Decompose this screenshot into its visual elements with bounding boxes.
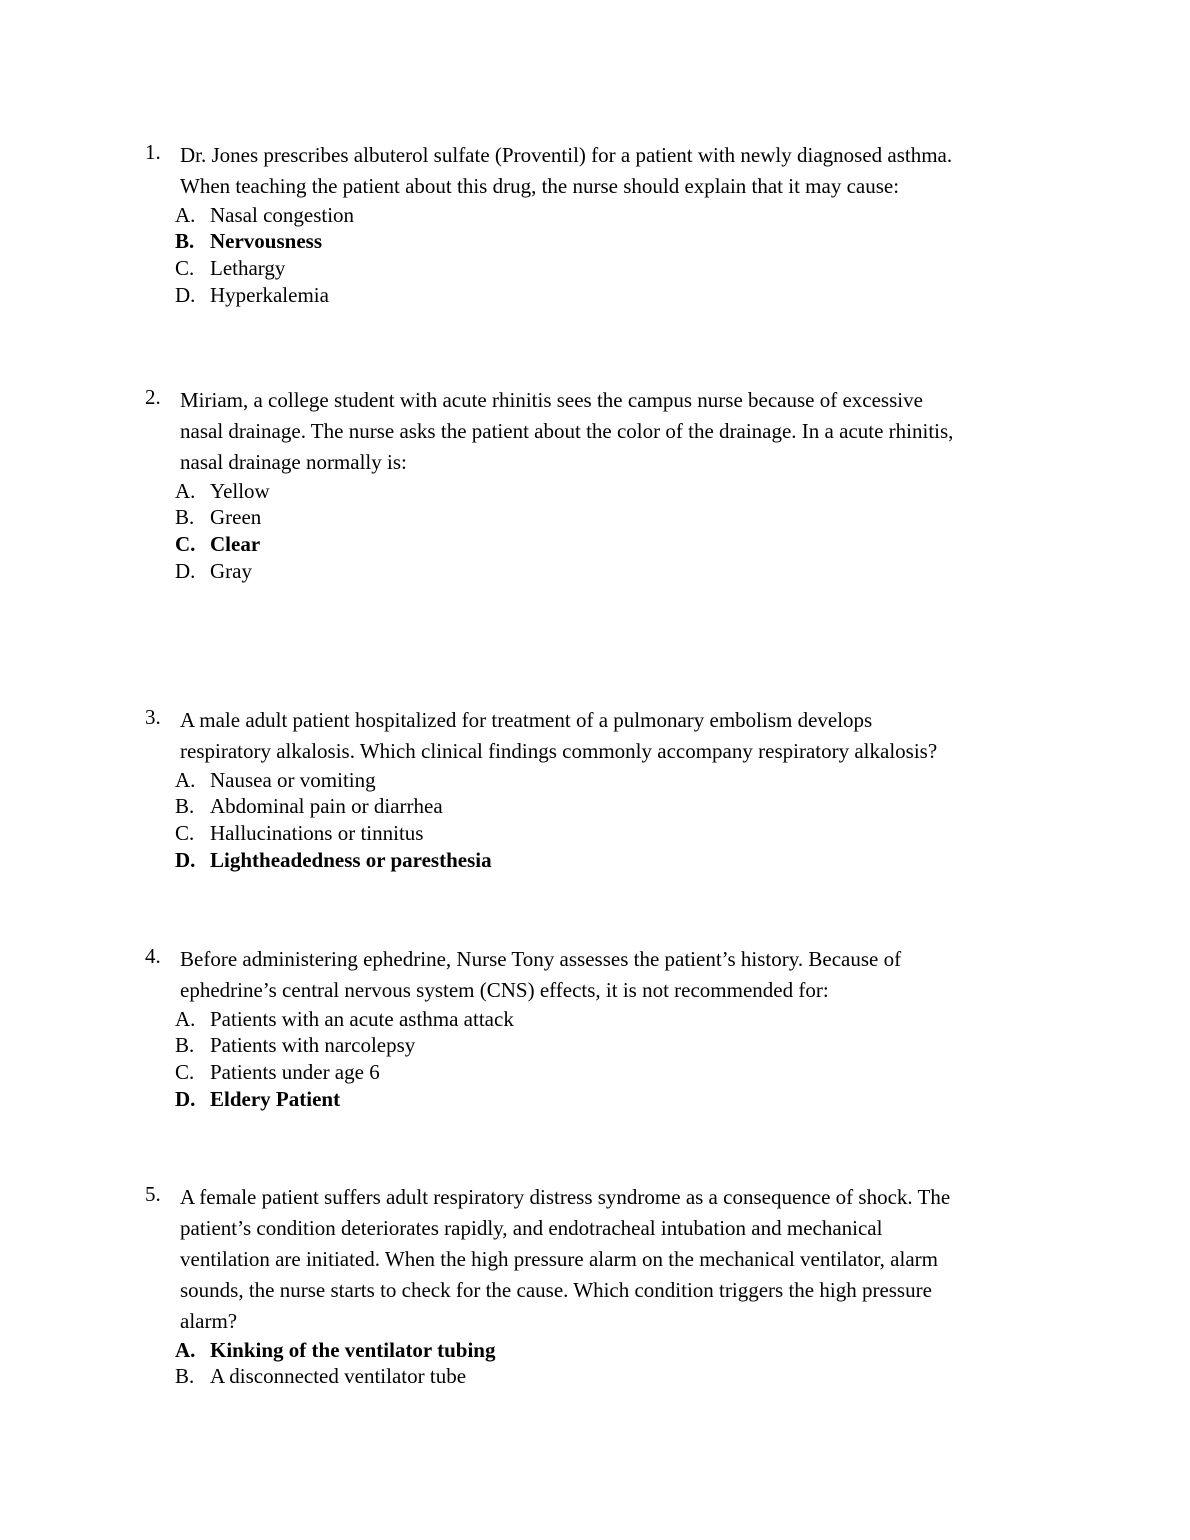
option-letter: D. [175, 282, 196, 307]
answer-option [145, 504, 1045, 531]
answer-option [145, 282, 1045, 309]
option-letter: B. [175, 505, 195, 530]
option-text: Green [210, 505, 262, 530]
question-text-line: nasal drainage normally is: [180, 449, 407, 474]
option-text: Clear [210, 531, 261, 556]
question-text-line: A male adult patient hospitalized for treatment of a pulmonary embolism develops [180, 707, 873, 732]
answer-option [145, 558, 1045, 585]
answer-option-correct [145, 531, 1045, 558]
option-text: Eldery Patient [210, 1086, 341, 1111]
question-number: 1. [145, 139, 161, 164]
question-text-line: sounds, the nurse starts to check for the cause. Which condition triggers the high pressure [180, 1277, 932, 1302]
question-5 [145, 1182, 1045, 1390]
answer-option [145, 767, 1045, 794]
question-2 [145, 385, 1045, 585]
option-text: Patients under age 6 [210, 1059, 380, 1084]
answer-option [145, 478, 1045, 505]
question-text-line: nasal drainage. The nurse asks the patient about the color of the drainage. In a acute rhinitis, [180, 418, 954, 443]
option-letter: B. [175, 1364, 195, 1389]
option-letter: C. [175, 1059, 195, 1084]
question-text-line: A female patient suffers adult respiratory distress syndrome as a consequence of shock. The [180, 1184, 951, 1209]
question-text-line: ephedrine’s central nervous system (CNS) effects, it is not recommended for: [180, 977, 829, 1002]
question-number: 4. [145, 943, 161, 968]
option-text: A disconnected ventilator tube [210, 1364, 467, 1389]
option-text: Patients with narcolepsy [210, 1033, 416, 1058]
option-letter: B. [175, 794, 195, 819]
option-letter: B. [175, 1033, 195, 1058]
option-letter: C. [175, 255, 195, 280]
question-number: 5. [145, 1181, 161, 1206]
question-text-line: Miriam, a college student with acute rhinitis sees the campus nurse because of excessive [180, 387, 923, 412]
option-text: Kinking of the ventilator tubing [210, 1337, 496, 1362]
question-3 [145, 705, 1045, 874]
question-text-line: Before administering ephedrine, Nurse Tony assesses the patient’s history. Because of [180, 946, 902, 971]
question-text-line: patient’s condition deteriorates rapidly, and endotracheal intubation and mechanical [180, 1215, 883, 1240]
option-letter: A. [175, 478, 196, 503]
answer-option [145, 1059, 1045, 1086]
question-text-line: Dr. Jones prescribes albuterol sulfate (Proventil) for a patient with newly diagnosed asthma. [180, 142, 953, 167]
option-letter: D. [175, 1086, 196, 1111]
option-letter: C. [175, 531, 196, 556]
answer-option [145, 202, 1045, 229]
question-text-line: alarm? [180, 1308, 238, 1333]
option-letter: C. [175, 820, 195, 845]
answer-option [145, 820, 1045, 847]
question-text-line: When teaching the patient about this drug, the nurse should explain that it may cause: [180, 173, 900, 198]
option-letter: A. [175, 1006, 196, 1031]
question-text-line: ventilation are initiated. When the high pressure alarm on the mechanical ventilator, alarm [180, 1246, 938, 1271]
answer-option-correct [145, 228, 1045, 255]
question-number: 2. [145, 384, 161, 409]
question-4 [145, 944, 1045, 1113]
option-text: Nervousness [210, 229, 323, 254]
option-text: Hyperkalemia [210, 282, 329, 307]
answer-option [145, 255, 1045, 282]
option-text: Lethargy [210, 255, 286, 280]
option-letter: A. [175, 202, 196, 227]
option-text: Hallucinations or tinnitus [210, 820, 424, 845]
option-letter: A. [175, 767, 196, 792]
option-text: Yellow [210, 478, 270, 503]
answer-option [145, 793, 1045, 820]
option-letter: D. [175, 847, 196, 872]
option-text: Nasal congestion [210, 202, 355, 227]
answer-option [145, 1006, 1045, 1033]
answer-option-correct [145, 1086, 1045, 1113]
question-number: 3. [145, 704, 161, 729]
option-text: Abdominal pain or diarrhea [210, 794, 443, 819]
option-letter: A. [175, 1337, 196, 1362]
option-text: Patients with an acute asthma attack [210, 1006, 514, 1031]
answer-option [145, 1363, 1045, 1390]
option-text: Gray [210, 558, 252, 583]
option-text: Nausea or vomiting [210, 767, 376, 792]
option-text: Lightheadedness or paresthesia [210, 847, 492, 872]
option-letter: B. [175, 229, 195, 254]
option-letter: D. [175, 558, 196, 583]
answer-option-correct [145, 1337, 1045, 1364]
answer-option [145, 1032, 1045, 1059]
question-1 [145, 140, 1045, 309]
question-text-line: respiratory alkalosis. Which clinical findings commonly accompany respiratory alkalosis? [180, 738, 938, 763]
answer-option-correct [145, 847, 1045, 874]
